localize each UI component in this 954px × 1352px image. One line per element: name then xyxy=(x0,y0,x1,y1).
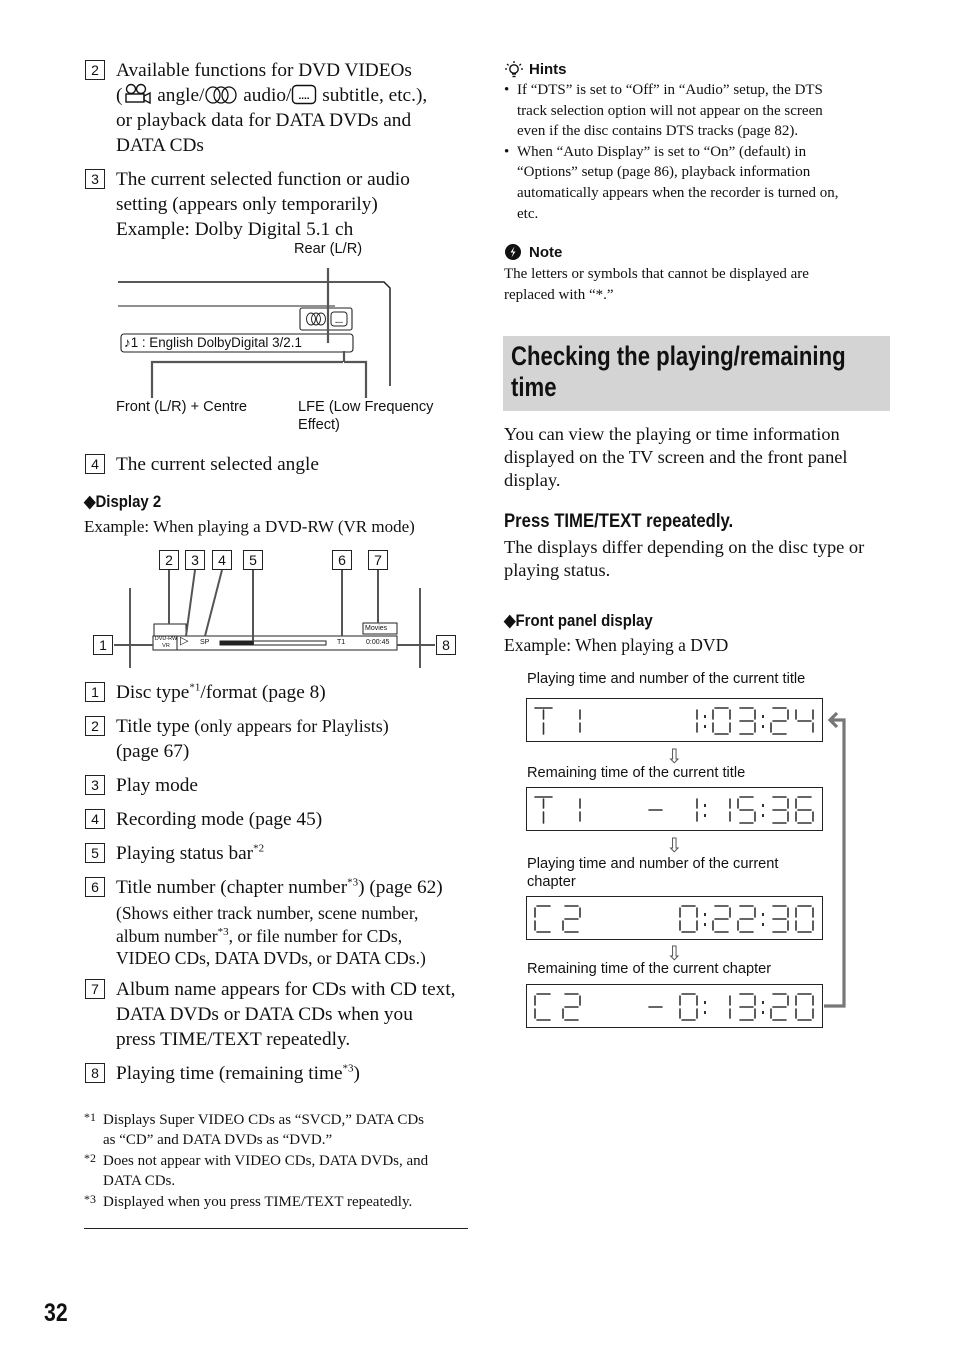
callout-4: 4 xyxy=(212,550,232,570)
display2-example: Example: When playing a DVD-RW (VR mode) xyxy=(84,517,415,536)
page-number: 32 xyxy=(44,1299,68,1327)
footnote2-mark: *2 xyxy=(84,1151,96,1165)
hints-heading: Hints xyxy=(529,61,567,78)
list-item-7 xyxy=(116,977,456,1052)
list-box-7: 7 xyxy=(85,979,105,999)
callout-2: 2 xyxy=(159,550,179,570)
item2-audio-label: audio/ xyxy=(243,85,292,106)
note-text xyxy=(504,264,894,305)
item3-text xyxy=(116,167,410,242)
play-icon: ▷ xyxy=(180,635,189,647)
item2-line1: Available functions for DVD VIDEOs xyxy=(116,60,412,81)
item2-line4: DATA CDs xyxy=(116,135,204,156)
lfe-label xyxy=(298,398,433,434)
note-line2: replaced with “*.” xyxy=(504,286,614,303)
front-panel-heading: ◆Front panel display xyxy=(504,611,653,630)
list6-sub3: VIDEO CDs, DATA DVDs, or DATA CDs.) xyxy=(116,948,426,968)
list6-sub1: (Shows either track number, scene number, xyxy=(116,903,419,923)
footnote-2 xyxy=(84,1151,468,1191)
list2-line2: (page 67) xyxy=(116,741,190,762)
item2-text xyxy=(116,58,427,158)
item2-line2 xyxy=(116,83,427,108)
hints-list xyxy=(504,80,894,224)
list7-line2: DATA DVDs or DATA CDs when you xyxy=(116,1004,413,1025)
list-box-6: 6 xyxy=(85,877,105,897)
note-line1: The letters or symbols that cannot be displayed are xyxy=(504,266,809,282)
item2-subtitle-label: subtitle, etc.), xyxy=(322,85,428,106)
footnote-1 xyxy=(84,1110,468,1150)
press-line2: playing status. xyxy=(504,559,611,580)
note-warning-icon xyxy=(504,243,522,261)
list6-sub2sup: *3 xyxy=(217,925,229,938)
arrow-down-1-icon: ⇩ xyxy=(666,744,683,768)
lcd-remaining-chapter xyxy=(526,984,823,1028)
list-box-3: 3 xyxy=(85,775,105,795)
item4-text: The current selected angle xyxy=(116,454,319,475)
list-item-3: Play mode xyxy=(116,775,198,796)
vr-osd-lines xyxy=(84,548,464,668)
item2-angle-label: angle/ xyxy=(157,85,205,106)
section-title-line1: Checking the playing/remaining xyxy=(511,341,846,371)
lcd-remaining-chapter-digits xyxy=(527,985,824,1029)
disc-type: DVD-RW xyxy=(154,636,178,642)
callout-1: 1 xyxy=(93,635,113,655)
list-box-8: 8 xyxy=(85,1063,105,1083)
list2-rest: (only appears for Playlists) xyxy=(189,716,389,736)
callout-3: 3 xyxy=(185,550,205,570)
lcd-playing-chapter-digits xyxy=(527,897,824,941)
lcd-playing-title xyxy=(526,698,823,742)
lcd-remaining-title-digits xyxy=(527,788,824,832)
footnotes xyxy=(84,1110,468,1212)
footnote1-line1: Displays Super VIDEO CDs as “SVCD,” DATA CDs xyxy=(103,1112,425,1128)
list6-sub2a: album number xyxy=(116,925,218,946)
callout-6: 6 xyxy=(332,550,352,570)
list2-text: Title type xyxy=(116,716,190,737)
item2-paren: ( xyxy=(116,85,123,106)
list-item-1 xyxy=(116,680,326,705)
hint2-line3: automatically appears when the recorder is turned on, xyxy=(517,184,839,201)
footnote3-line1: Displayed when you press TIME/TEXT repeatedly. xyxy=(103,1194,413,1210)
list-box-1: 1 xyxy=(85,682,105,702)
callout-8: 8 xyxy=(436,635,456,655)
press-line1: The displays differ depending on the disc type or xyxy=(504,537,865,557)
list6-subtext xyxy=(116,902,426,970)
rec-mode: SP xyxy=(200,639,210,646)
intro-line1: You can view the playing or time information xyxy=(504,424,840,444)
callout-box-2: 2 xyxy=(85,60,105,80)
angle-icon xyxy=(122,83,152,105)
subtitle-icon xyxy=(291,84,317,106)
item3-line1: The current selected function or audio xyxy=(116,169,410,190)
list1-sup: *1 xyxy=(189,681,201,694)
callout-box-3: 3 xyxy=(85,169,105,189)
disc-type-badge xyxy=(154,636,178,649)
hint2-line4: etc. xyxy=(517,205,539,222)
item3-line2: setting (appears only temporarily) xyxy=(116,194,378,215)
intro-line3: display. xyxy=(504,469,561,490)
rear-label: Rear (L/R) xyxy=(294,241,363,257)
audio-osd-diagram xyxy=(100,236,470,436)
footnote1-mark: *1 xyxy=(84,1110,96,1124)
lcd-playing-title-digits xyxy=(527,699,824,743)
list6-sup: *3 xyxy=(347,876,359,889)
list8-rest: ) xyxy=(353,1063,360,1084)
label-remaining-chapter: Remaining time of the current chapter xyxy=(527,961,772,977)
list1-text: Disc type xyxy=(116,682,190,703)
vr-osd-diagram xyxy=(84,548,464,668)
note-heading: Note xyxy=(529,244,563,261)
hint-item-1: • If “DTS” is set to “Off” in “Audio” setup, the DTS track selection option will not appear on the screen even if the disc contains DTS tracks (page 82). xyxy=(504,80,894,142)
label-remaining-title: Remaining time of the current title xyxy=(527,765,746,781)
list-item-5 xyxy=(116,841,264,866)
footnote1-line2: as “CD” and DATA DVDs as “DVD.” xyxy=(103,1132,333,1148)
footnote-rule xyxy=(84,1228,468,1229)
svg-text:....: .... xyxy=(335,318,343,325)
arrow-down-2-icon: ⇩ xyxy=(666,833,683,857)
list6-rest: ) (page 62) xyxy=(358,877,443,898)
callout-5: 5 xyxy=(243,550,263,570)
lfe-label-line1: LFE (Low Frequency xyxy=(298,399,434,415)
front-centre-label: Front (L/R) + Centre xyxy=(116,399,247,415)
loop-back-arrow-icon xyxy=(822,710,852,1010)
list7-line1: Album name appears for CDs with CD text, xyxy=(116,979,456,1000)
label-playing-chapter-line2: chapter xyxy=(527,874,576,890)
intro-text xyxy=(504,423,848,491)
list-item-8 xyxy=(116,1061,360,1086)
list-box-4: 4 xyxy=(85,809,105,829)
callout-7: 7 xyxy=(368,550,388,570)
list8-text: Playing time (remaining time xyxy=(116,1063,343,1084)
footnote3-mark: *3 xyxy=(84,1192,96,1206)
hint1-line3: even if the disc contains DTS tracks (page 82). xyxy=(517,123,799,140)
audio-info-text: ♪1 : English DolbyDigital 3/2.1 xyxy=(124,335,302,350)
list-box-5: 5 xyxy=(85,843,105,863)
press-heading: Press TIME/TEXT repeatedly. xyxy=(504,511,734,532)
front-panel-example: Example: When playing a DVD xyxy=(504,635,729,655)
disc-format: VR xyxy=(162,642,170,649)
list-item-4: Recording mode (page 45) xyxy=(116,809,323,830)
lcd-remaining-title xyxy=(526,787,823,831)
list-item-6 xyxy=(116,875,443,900)
hint-item-2: • When “Auto Display” is set to “On” (default) in “Options” setup (page 86), playback information automatically appears when the recorder is turned on, etc. xyxy=(504,142,894,224)
section-title-line2: time xyxy=(511,372,557,402)
list5-text: Playing status bar xyxy=(116,843,254,864)
footnote2-line1: Does not appear with VIDEO CDs, DATA DVDs, and xyxy=(103,1153,429,1169)
list6-text: Title number (chapter number xyxy=(116,877,348,898)
label-playing-chapter-line1: Playing time and number of the current xyxy=(527,856,779,872)
list1-rest: /format (page 8) xyxy=(200,682,326,703)
hint1-line1: If “DTS” is set to “Off” in “Audio” setup, the DTS xyxy=(517,82,823,98)
list-item-2 xyxy=(116,714,389,764)
lfe-label-line2: Effect) xyxy=(298,417,340,433)
intro-line2: displayed on the TV screen and the front panel xyxy=(504,446,848,467)
hint-bulb-icon xyxy=(504,60,524,80)
list7-line3: press TIME/TEXT repeatedly. xyxy=(116,1029,351,1050)
arrow-down-3-icon: ⇩ xyxy=(666,941,683,965)
album-name: Movies xyxy=(365,625,388,632)
press-text xyxy=(504,536,864,582)
hint2-line1: When “Auto Display” is set to “On” (default) in xyxy=(517,143,807,160)
section-title xyxy=(511,341,846,403)
item3-line3: Example: Dolby Digital 5.1 ch xyxy=(116,219,354,240)
hint2-line2: “Options” setup (page 86), playback information xyxy=(517,164,811,181)
hint1-line2: track selection option will not appear on the screen xyxy=(517,102,823,119)
svg-text:....: .... xyxy=(298,91,310,102)
label-playing-chapter xyxy=(527,855,778,891)
label-playing-title: Playing time and number of the current title xyxy=(527,671,806,687)
section-heading-band xyxy=(503,336,890,411)
display2-heading: ◆Display 2 xyxy=(84,492,162,511)
list5-sup: *2 xyxy=(253,842,265,855)
footnote-3 xyxy=(84,1192,468,1212)
list8-sup: *3 xyxy=(342,1062,354,1075)
osd-time: 0:00:45 xyxy=(366,639,390,646)
audio-icon xyxy=(204,85,238,105)
list6-sub2b: , or file number for CDs, xyxy=(228,925,403,946)
callout-box-4: 4 xyxy=(85,454,105,474)
list-box-2: 2 xyxy=(85,716,105,736)
item2-line3: or playback data for DATA DVDs and xyxy=(116,110,412,131)
footnote2-line2: DATA CDs. xyxy=(103,1173,176,1189)
title-number: T1 xyxy=(337,639,346,646)
lcd-playing-chapter xyxy=(526,896,823,940)
